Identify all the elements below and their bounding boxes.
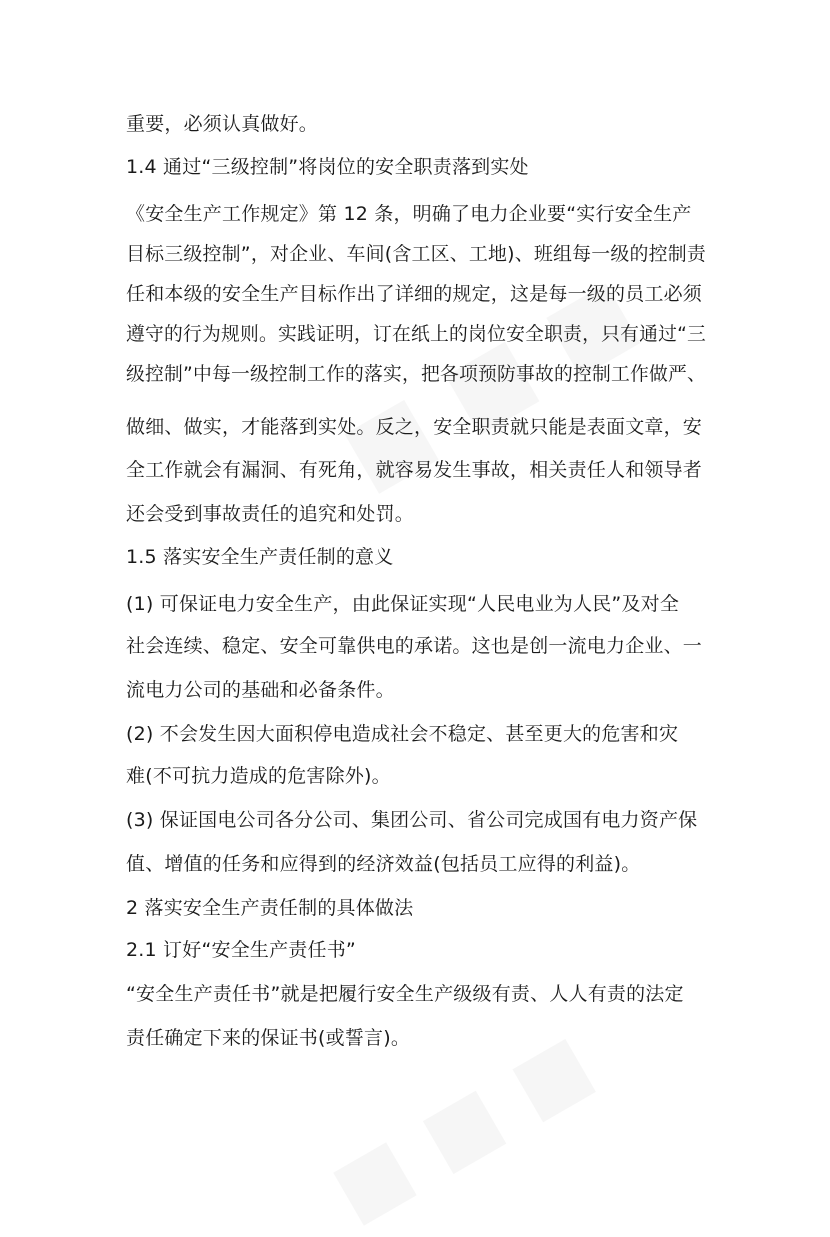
section-heading-2-1: 2.1 订好“安全生产责任书” xyxy=(126,939,356,961)
text-line: 全工作就会有漏洞、有死角，就容易发生事故，相关责任人和领导者 xyxy=(126,459,703,481)
text-line: 级控制”中每一级控制工作的落实，把各项预防事故的控制工作做严、 xyxy=(126,363,707,385)
text-line: 目标三级控制”，对企业、车间(含工区、工地)、班组每一级的控制责 xyxy=(126,243,707,265)
text-line: 任和本级的安全生产目标作出了详细的规定，这是每一级的员工必须 xyxy=(126,283,703,305)
text-line: 流电力公司的基础和必备条件。 xyxy=(126,679,395,701)
text-line: 难(不可抗力造成的危害除外)。 xyxy=(126,765,391,787)
section-heading-1-4: 1.4 通过“三级控制”将岗位的安全职责落到实处 xyxy=(126,156,529,178)
list-item-1: (1) 可保证电力安全生产，由此保证实现“人民电业为人民”及对全 xyxy=(126,593,680,615)
text-line: 做细、做实，才能落到实处。反之，安全职责就只能是表面文章，安 xyxy=(126,416,703,438)
text-line: 还会受到事故责任的追究和处罚。 xyxy=(126,503,415,525)
section-heading-1-5: 1.5 落实安全生产责任制的意义 xyxy=(126,546,394,568)
text-line: 值、增值的任务和应得到的经济效益(包括员工应得的利益)。 xyxy=(126,853,641,875)
list-item-2: (2) 不会发生因大面积停电造成社会不稳定、甚至更大的危害和灾 xyxy=(126,723,679,745)
text-line: 遵守的行为规则。实践证明，订在纸上的岗位安全职责，只有通过“三 xyxy=(126,323,707,345)
text-line: 《安全生产工作规定》第 12 条，明确了电力企业要“实行安全生产 xyxy=(126,203,692,225)
text-line: “安全生产责任书”就是把履行安全生产级级有责、人人有责的法定 xyxy=(126,983,684,1005)
text-line: 重要，必须认真做好。 xyxy=(126,113,319,135)
section-heading-2: 2 落实安全生产责任制的具体做法 xyxy=(126,897,414,919)
text-line: 社会连续、稳定、安全可靠供电的承诺。这也是创一流电力企业、一 xyxy=(126,635,703,657)
text-line: 责任确定下来的保证书(或誓言)。 xyxy=(126,1027,411,1049)
list-item-3: (3) 保证国电公司各分公司、集团公司、省公司完成国有电力资产保 xyxy=(126,809,698,831)
